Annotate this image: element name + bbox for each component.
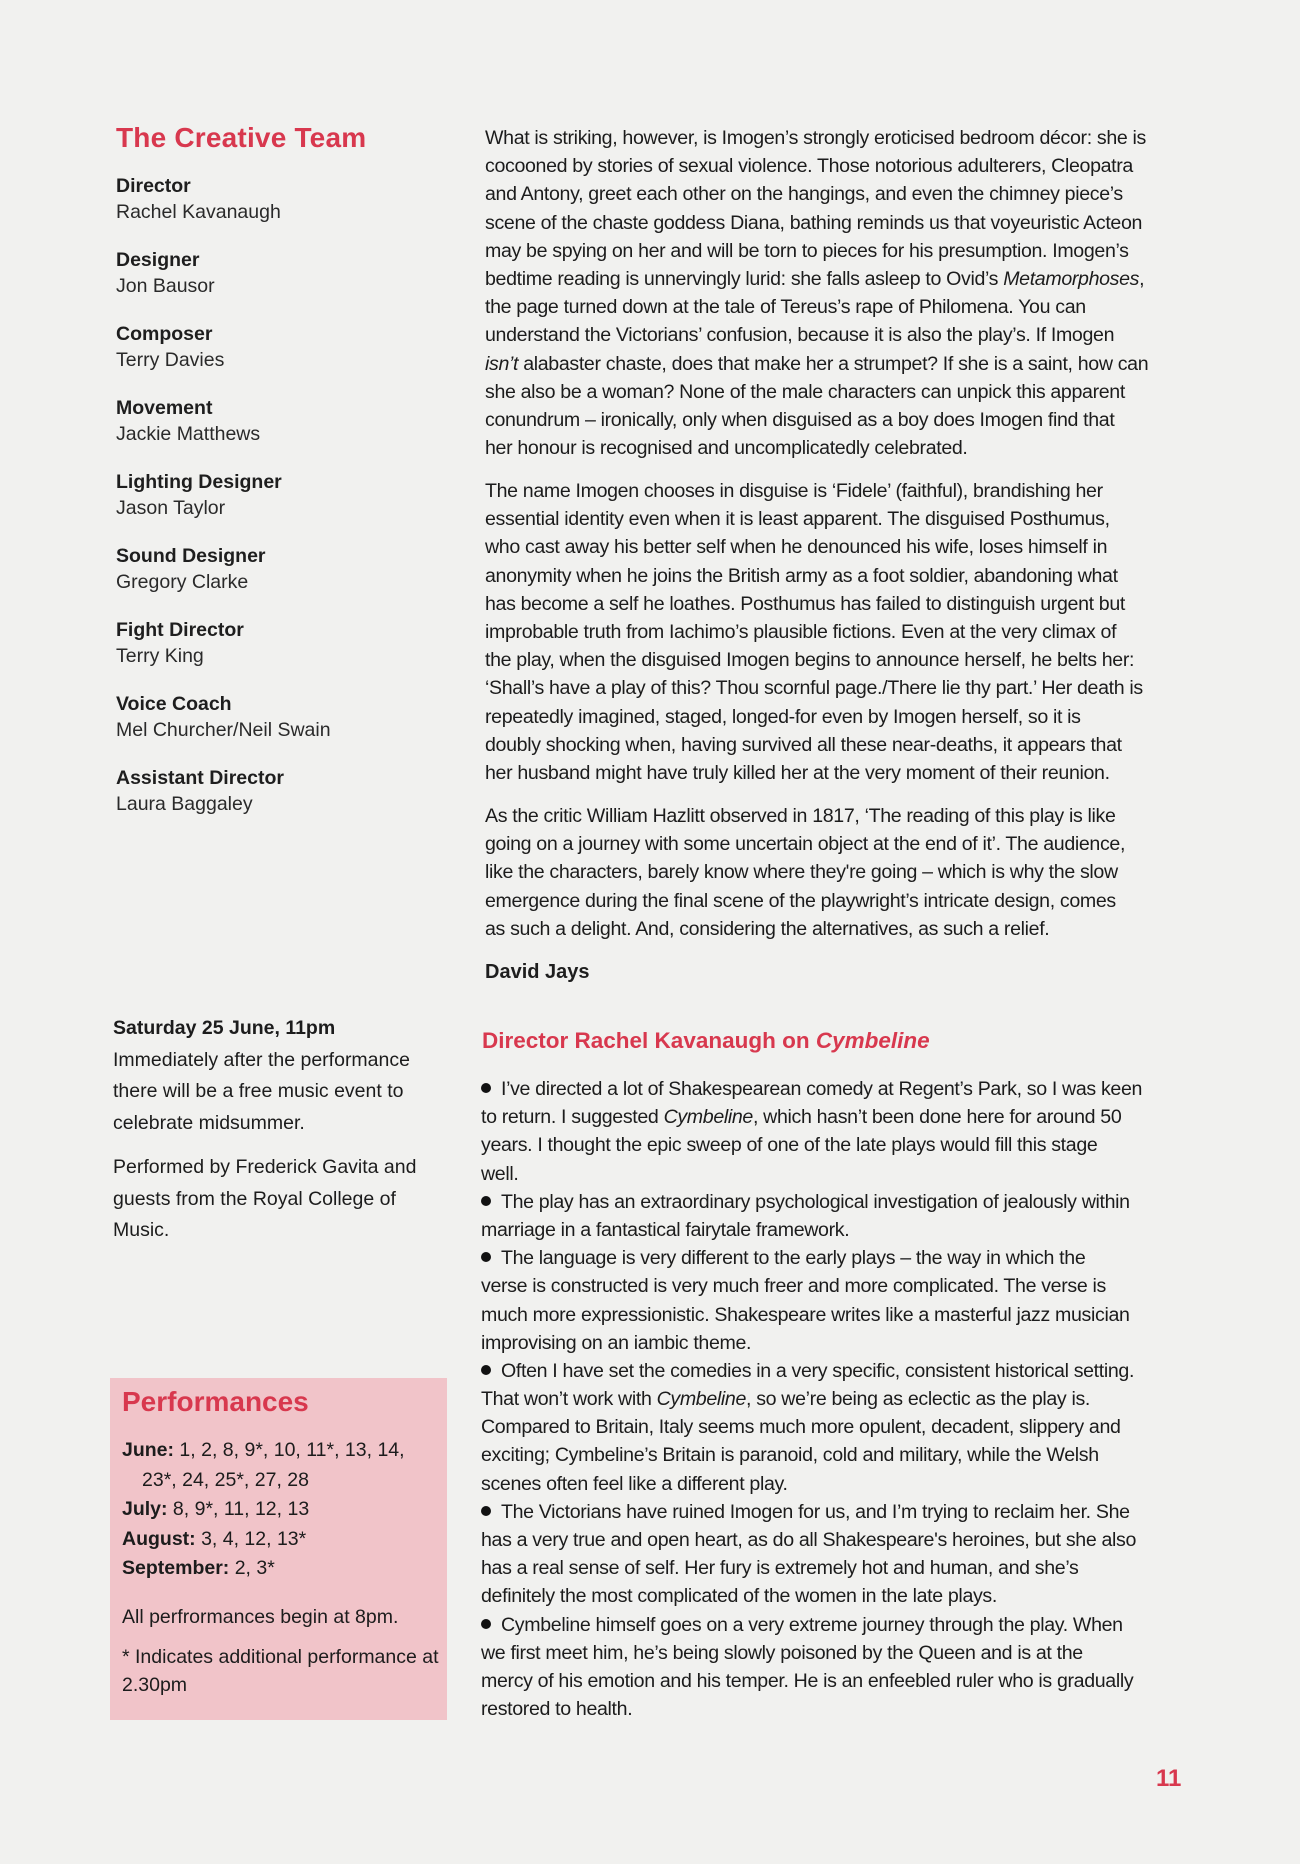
text-line xyxy=(485,915,1205,943)
text-line xyxy=(481,1385,1201,1413)
text-run: her husband might have truly killed her at the very moment of their reunion. xyxy=(485,761,1110,784)
schedule-dates: 1, 2, 8, 9*, 10, 11*, 13, 14, xyxy=(174,1439,405,1461)
event-performers-line: guests from the Royal College of xyxy=(113,1187,396,1210)
team-person: Terry King xyxy=(116,645,204,667)
text-line xyxy=(481,1244,1201,1272)
text-line xyxy=(485,321,1205,349)
event-performers-line: Performed by Frederick Gavita and xyxy=(113,1156,417,1178)
italic-text: isn’t xyxy=(485,352,519,375)
text-line xyxy=(485,703,1205,731)
text-run: essential identity even when it is least apparent. The disguised Posthumus, xyxy=(485,508,1110,531)
text-run: restored to health. xyxy=(481,1698,633,1721)
text-run: The play has an extraordinary psychological investigation of jealously within xyxy=(501,1190,1130,1213)
text-run: who cast away his better self when he denounced his wife, loses himself in xyxy=(485,536,1108,559)
team-entry xyxy=(116,543,446,617)
team-person: Gregory Clarke xyxy=(116,571,249,593)
text-line xyxy=(481,1160,1201,1188)
text-line xyxy=(481,1216,1201,1244)
text-line xyxy=(485,562,1205,590)
text-run: , so we’re being as eclectic as the play is. xyxy=(746,1388,1091,1411)
text-line xyxy=(485,265,1205,293)
text-run: we first meet him, he’s being slowly poisoned by the Queen and is at the xyxy=(481,1641,1083,1664)
text-line xyxy=(481,1357,1201,1385)
performance-schedule xyxy=(122,1436,442,1584)
team-entry xyxy=(116,321,446,395)
text-run: bedtime reading is unnervingly lurid: she falls asleep to Ovid’s xyxy=(485,267,1004,290)
interview-bullet xyxy=(481,1498,1201,1611)
bullet-icon xyxy=(481,1619,491,1629)
event-description-line: celebrate midsummer. xyxy=(113,1111,305,1134)
interview-bullet xyxy=(481,1188,1201,1244)
creative-team-heading: The Creative Team xyxy=(116,122,367,153)
text-run: much more expressionistic. Shakespeare writes like a masterful jazz musician xyxy=(481,1303,1130,1326)
midsummer-event xyxy=(113,1013,453,1247)
team-entry xyxy=(116,247,446,321)
text-run: Cymbeline himself goes on a very extreme journey through the play. When xyxy=(501,1613,1123,1636)
schedule-row-july xyxy=(122,1495,442,1525)
text-run: The language is very different to the early plays – the way in which the xyxy=(501,1247,1086,1270)
text-line xyxy=(485,434,1205,462)
text-line xyxy=(481,1131,1201,1159)
essay-paragraph xyxy=(485,124,1205,462)
text-line xyxy=(485,731,1205,759)
interview-heading-prefix: Director Rachel Kavanaugh on xyxy=(482,1028,816,1053)
text-run: going on a journey with some uncertain object at the end of it’. The audience, xyxy=(485,833,1126,856)
text-line xyxy=(485,180,1205,208)
interview-heading-play-title: Cymbeline xyxy=(815,1028,930,1053)
bullet-icon xyxy=(481,1506,491,1516)
text-line xyxy=(485,406,1205,434)
text-run: cocooned by stories of sexual violence. Those notorious adulterers, Cleopatra xyxy=(485,155,1133,178)
team-role: Movement xyxy=(116,397,213,419)
team-entry xyxy=(116,395,446,469)
text-line xyxy=(485,759,1205,787)
team-person: Rachel Kavanaugh xyxy=(116,201,281,223)
schedule-dates: 2, 3* xyxy=(229,1557,275,1579)
text-line xyxy=(485,477,1205,505)
text-run: As the critic William Hazlitt observed in 1817, ‘The reading of this play is like xyxy=(485,805,1116,827)
text-run: alabaster chaste, does that make her a strumpet? If she is a saint, how can xyxy=(518,352,1149,375)
text-line xyxy=(481,1639,1201,1667)
interview-heading xyxy=(482,1028,930,1054)
text-run: Often I have set the comedies in a very specific, consistent historical setting. xyxy=(501,1359,1135,1382)
text-run: I’ve directed a lot of Shakespearean comedy at Regent’s Park, so I was keen xyxy=(501,1078,1143,1100)
text-line xyxy=(481,1188,1201,1216)
performances-heading: Performances xyxy=(122,1386,309,1417)
italic-text: Metamorphoses xyxy=(1003,267,1140,290)
text-run: well. xyxy=(481,1162,519,1185)
text-run: improbable truth from Iachimo’s plausible fictions. Even at the very climax of xyxy=(485,620,1117,643)
text-run: mercy of his emotion and his temper. He is an enfeebled ruler who is gradually xyxy=(481,1669,1134,1692)
text-line xyxy=(485,590,1205,618)
text-line xyxy=(481,1582,1201,1610)
text-line xyxy=(485,350,1205,378)
bullet-icon xyxy=(481,1083,491,1093)
text-line xyxy=(485,802,1205,830)
interview-bullet xyxy=(481,1611,1201,1724)
text-line xyxy=(485,830,1205,858)
text-run: The Victorians have ruined Imogen for us, and I’m trying to reclaim her. She xyxy=(501,1500,1130,1523)
schedule-row-june-continued xyxy=(122,1466,442,1496)
bullet-icon xyxy=(481,1365,491,1375)
team-role: Voice Coach xyxy=(116,693,232,715)
team-person: Terry Davies xyxy=(116,349,225,371)
text-line xyxy=(485,124,1205,152)
schedule-row-june xyxy=(122,1436,442,1466)
schedule-month: June: xyxy=(122,1439,175,1461)
text-line xyxy=(485,152,1205,180)
text-run: has a real sense of self. Her fury is extremely hot and human, and she’s xyxy=(481,1557,1079,1580)
bullet-icon xyxy=(481,1196,491,1206)
text-line xyxy=(481,1695,1201,1723)
text-line xyxy=(481,1470,1201,1498)
schedule-row-september xyxy=(122,1554,442,1584)
text-run: and Antony, greet each other on the hangings, and even the chimney piece’s xyxy=(485,183,1123,206)
team-role: Composer xyxy=(116,323,213,345)
text-run: That won’t work with xyxy=(481,1388,657,1411)
team-entry xyxy=(116,173,446,247)
event-description-line: Immediately after the performance xyxy=(113,1048,410,1071)
team-entry xyxy=(116,617,446,691)
team-entry xyxy=(116,765,446,839)
schedule-month: September: xyxy=(122,1557,230,1579)
matinee-note: * Indicates additional performance at 2.30pm xyxy=(122,1646,439,1696)
text-line xyxy=(481,1075,1201,1103)
team-person: Jon Bausor xyxy=(116,275,215,297)
interview-bullet xyxy=(481,1075,1201,1188)
text-run: verse is constructed is very much freer and more complicated. The verse is xyxy=(481,1275,1106,1298)
text-run: The name Imogen chooses in disguise is ‘Fidele’ (faithful), brandishing her xyxy=(485,480,1103,502)
text-run: marriage in a fantastical fairytale framework. xyxy=(481,1218,850,1241)
text-run: What is striking, however, is Imogen’s strongly eroticised bedroom décor: she is xyxy=(485,127,1146,149)
text-run: years. I thought the epic sweep of one of the late plays would fill this stage xyxy=(481,1134,1098,1157)
text-run: to return. I suggested xyxy=(481,1106,664,1129)
text-line xyxy=(481,1413,1201,1441)
text-run: scenes often feel like a different play. xyxy=(481,1472,788,1495)
text-run: like the characters, barely know where they're going – which is why the slow xyxy=(485,861,1118,884)
text-run: improvising on an iambic theme. xyxy=(481,1331,752,1354)
text-line xyxy=(481,1611,1201,1639)
interview-bullet xyxy=(481,1357,1201,1498)
text-line xyxy=(481,1441,1201,1469)
essay-paragraph xyxy=(485,802,1205,943)
schedule-dates: 8, 9*, 11, 12, 13 xyxy=(167,1498,310,1520)
text-run: the play, when the disguised Imogen begins to announce herself, he belts her: xyxy=(485,649,1135,672)
text-line xyxy=(481,1526,1201,1554)
text-line xyxy=(485,533,1205,561)
text-line xyxy=(485,293,1205,321)
text-run: emergence during the final scene of the playwright’s intricate design, comes xyxy=(485,889,1116,912)
text-line xyxy=(481,1667,1201,1695)
text-run: she also be a woman? None of the male characters can unpick this apparent xyxy=(485,380,1125,403)
text-run: exciting; Cymbeline’s Britain is paranoid, cold and military, while the Welsh xyxy=(481,1444,1099,1467)
bullet-icon xyxy=(481,1252,491,1262)
text-line xyxy=(481,1498,1201,1526)
schedule-dates: 23*, 24, 25*, 27, 28 xyxy=(142,1468,309,1491)
text-run: conundrum – ironically, only when disguised as a boy does Imogen find that xyxy=(485,408,1115,431)
interview-bullet xyxy=(481,1244,1201,1357)
schedule-dates: 3, 4, 12, 13* xyxy=(195,1527,307,1550)
text-run: definitely the most complicated of the women in the late plays. xyxy=(481,1585,997,1608)
text-run: understand the Victorians’ confusion, because it is also the play’s. If Imogen xyxy=(485,324,1115,347)
text-line xyxy=(481,1554,1201,1582)
team-role: Sound Designer xyxy=(116,545,266,567)
interview-bullet-list xyxy=(481,1075,1201,1723)
text-run: ‘Shall’s have a play of this? Thou scornful page./There lie thy part.’ Her death is xyxy=(485,677,1143,700)
page-number: 11 xyxy=(1156,1765,1182,1792)
schedule-month: August: xyxy=(122,1527,196,1550)
text-run: may be spying on her and will be torn to pieces for his presumption. Imogen’s xyxy=(485,239,1129,262)
event-performers-line: Music. xyxy=(113,1219,170,1241)
team-person: Laura Baggaley xyxy=(116,793,253,815)
text-line xyxy=(481,1103,1201,1131)
team-role: Designer xyxy=(116,249,200,271)
text-run: has become a self he loathes. Posthumus has failed to distinguish urgent but xyxy=(485,592,1125,615)
text-line xyxy=(485,646,1205,674)
text-line xyxy=(481,1329,1201,1357)
text-line xyxy=(481,1301,1201,1329)
team-role: Fight Director xyxy=(116,619,244,641)
text-run: , which hasn’t been done here for around 50 xyxy=(752,1106,1122,1129)
performances-panel xyxy=(110,1378,447,1720)
team-person: Mel Churcher/Neil Swain xyxy=(116,719,331,741)
text-run: her honour is recognised and uncomplicatedly celebrated. xyxy=(485,437,968,460)
text-run: Compared to Britain, Italy seems much more opulent, decadent, slippery and xyxy=(481,1416,1121,1439)
text-line xyxy=(485,378,1205,406)
event-datetime: Saturday 25 June, 11pm xyxy=(113,1017,336,1039)
text-run: , xyxy=(1139,267,1145,290)
start-time-note: All perfrormances begin at 8pm. xyxy=(122,1606,399,1628)
text-run: anonymity when he joins the British army as a foot soldier, abandoning what xyxy=(485,564,1118,587)
team-entry xyxy=(116,691,446,765)
text-run: as such a delight. And, considering the alternatives, as such a relief. xyxy=(485,917,1050,940)
event-description-line: there will be a free music event to xyxy=(113,1080,404,1102)
team-entry xyxy=(116,469,446,543)
text-line xyxy=(485,674,1205,702)
text-run: doubly shocking when, having survived all these near-deaths, it appears that xyxy=(485,733,1122,756)
creative-team-list xyxy=(116,173,446,839)
essay-paragraph xyxy=(485,477,1205,787)
text-line xyxy=(485,858,1205,886)
text-line xyxy=(481,1272,1201,1300)
italic-text: Cymbeline xyxy=(663,1106,753,1129)
team-role: Director xyxy=(116,175,191,197)
team-person: Jackie Matthews xyxy=(116,423,261,445)
text-line xyxy=(485,618,1205,646)
text-line xyxy=(485,887,1205,915)
team-role: Assistant Director xyxy=(116,767,284,789)
text-run: repeatedly imagined, staged, longed-for even by Imogen herself, so it is xyxy=(485,705,1081,728)
schedule-month: July: xyxy=(122,1498,168,1520)
team-role: Lighting Designer xyxy=(116,471,282,493)
schedule-row-august xyxy=(122,1525,442,1555)
team-person: Jason Taylor xyxy=(116,497,226,519)
text-line xyxy=(485,237,1205,265)
italic-text: Cymbeline xyxy=(656,1388,747,1411)
text-run: scene of the chaste goddess Diana, bathing reminds us that voyeuristic Acteon xyxy=(485,211,1143,234)
essay-byline: David Jays xyxy=(485,961,590,983)
text-line xyxy=(485,209,1205,237)
text-run: the page turned down at the tale of Tereus’s rape of Philomena. You can xyxy=(485,296,1086,319)
text-run: has a very true and open heart, as do all Shakespeare's heroines, but she also xyxy=(481,1529,1137,1551)
text-line xyxy=(485,505,1205,533)
